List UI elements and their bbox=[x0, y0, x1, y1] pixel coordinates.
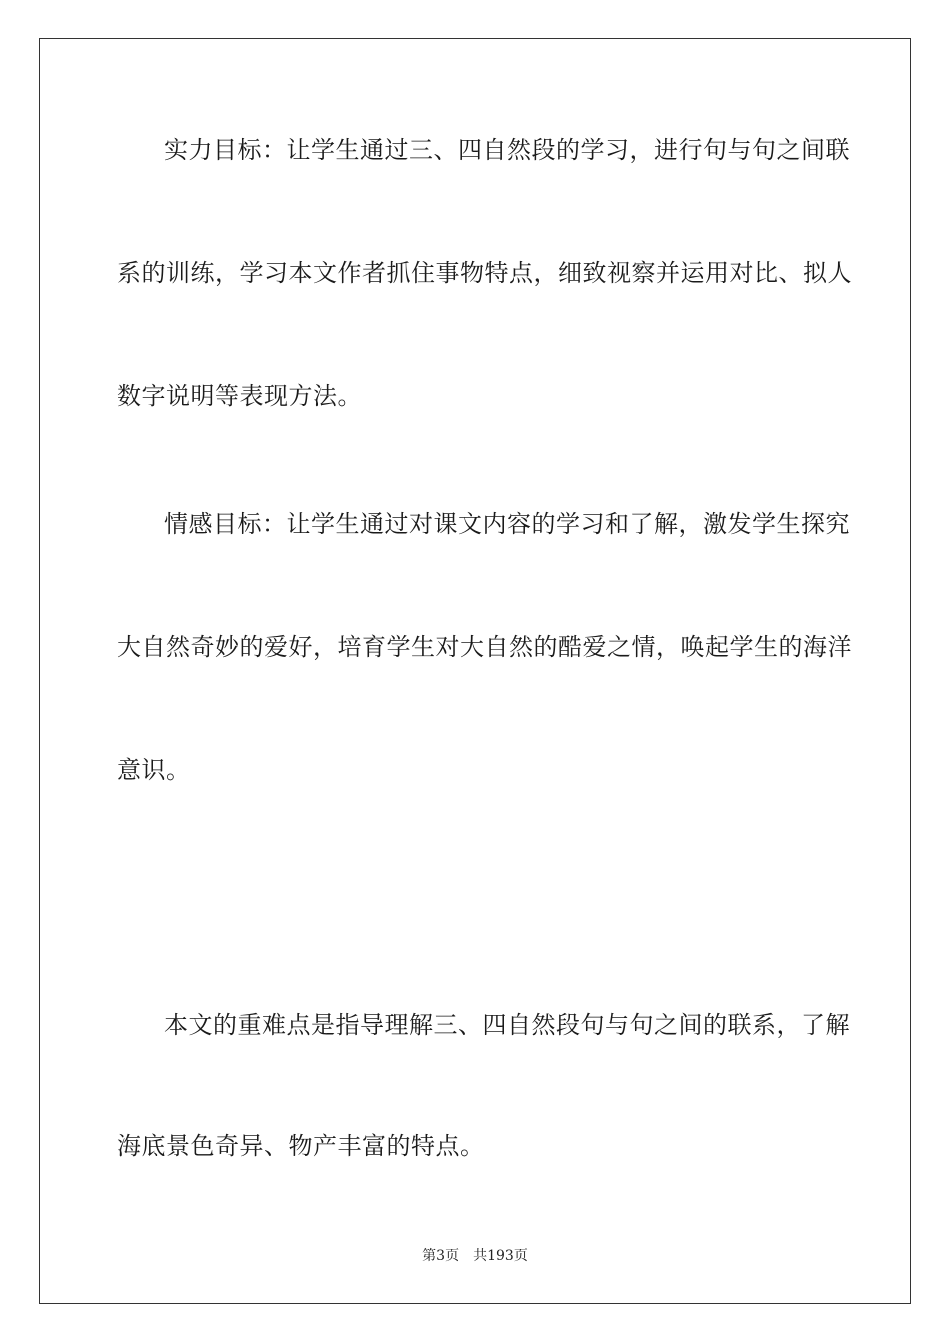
paragraph-key-points-line-1: 本文的重难点是指导理解三、四自然段句与句之间的联系，了解 bbox=[164, 1011, 850, 1039]
paragraph-emotion-goal-line-1: 情感目标：让学生通过对课文内容的学习和了解，激发学生探究 bbox=[164, 510, 850, 538]
page-number: 第3页 bbox=[422, 1248, 460, 1264]
paragraph-emotion-goal-line-3: 意识。 bbox=[117, 756, 191, 784]
paragraph-ability-goal-line-3: 数字说明等表现方法。 bbox=[117, 382, 362, 410]
total-pages: 共193页 bbox=[473, 1248, 528, 1264]
page-footer bbox=[0, 1247, 950, 1265]
paragraph-ability-goal-line-1: 实力目标：让学生通过三、四自然段的学习，进行句与句之间联 bbox=[164, 136, 850, 164]
paragraph-emotion-goal-line-2: 大自然奇妙的爱好，培育学生对大自然的酷爱之情，唤起学生的海洋 bbox=[117, 633, 852, 661]
paragraph-ability-goal-line-2: 系的训练，学习本文作者抓住事物特点，细致视察并运用对比、拟人 bbox=[117, 259, 852, 287]
page-border bbox=[39, 38, 911, 1304]
paragraph-key-points-line-2: 海底景色奇异、物产丰富的特点。 bbox=[117, 1132, 485, 1160]
